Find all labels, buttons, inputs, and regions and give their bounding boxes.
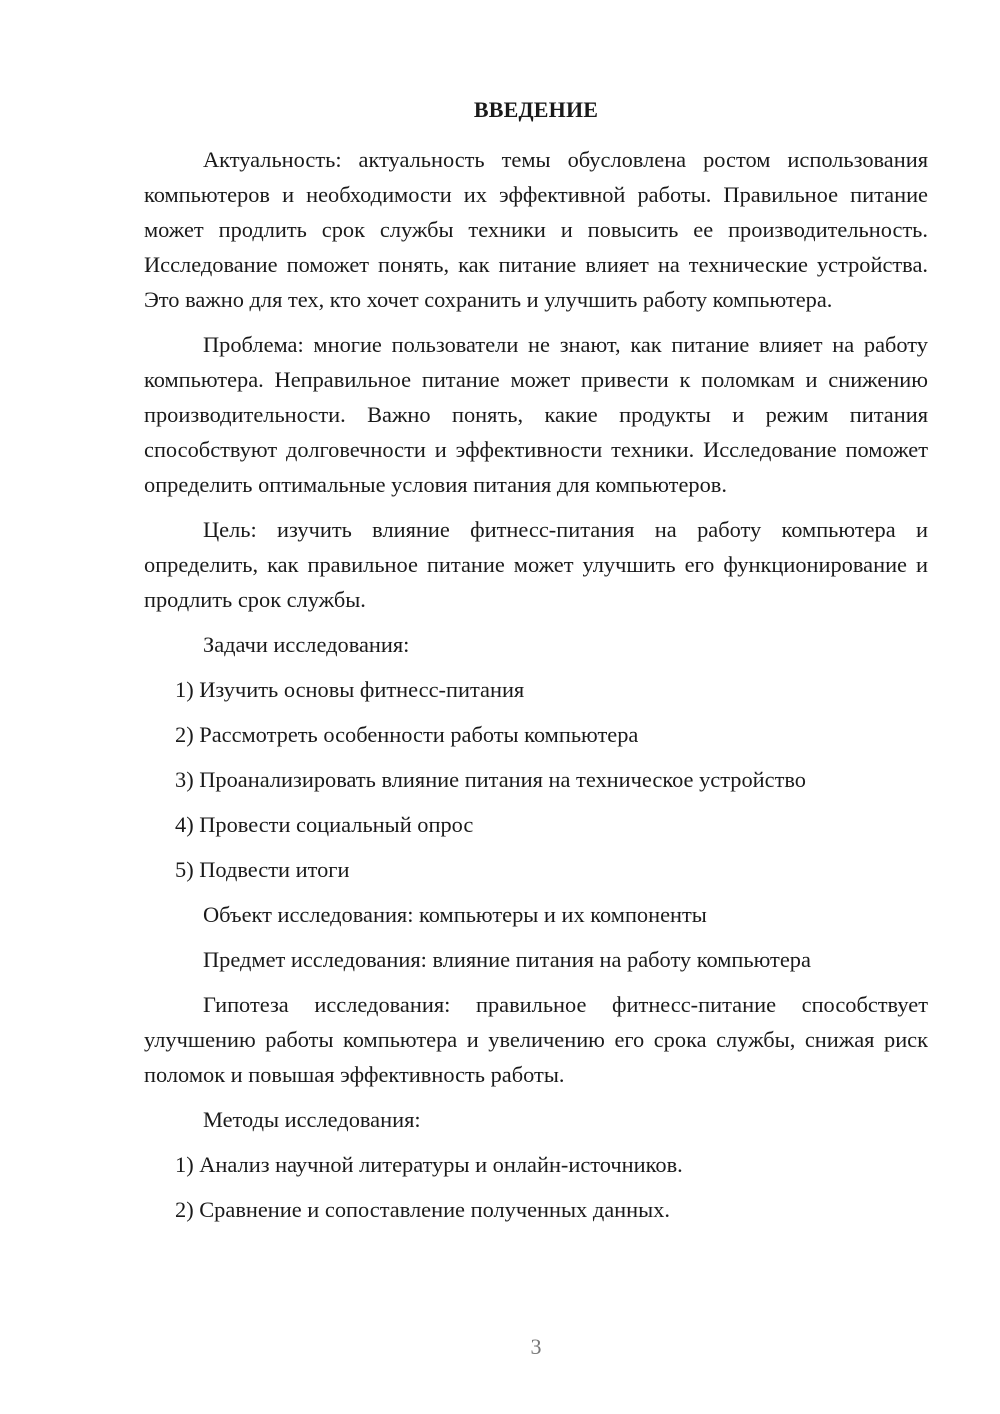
list-item: 2) Сравнение и сопоставление полученных данных. xyxy=(175,1197,670,1222)
relevance-paragraph: Актуальность: актуальность темы обусловлена ростом использования компьютеров и необходимости их эффективной работы. Правильное питание может продлить срок службы техники и повысить ее производительность. Исследование поможет понять, как питание влияет на технические устройства. Это важно для тех, кто хочет сохранить и улучшить работу компьютера. xyxy=(144,147,928,312)
list-item: 2) Рассмотреть особенности работы компьютера xyxy=(175,722,639,747)
research-object: Объект исследования: компьютеры и их компоненты xyxy=(203,902,707,927)
goal-paragraph: Цель: изучить влияние фитнесс-питания на работу компьютера и определить, как правильное питание может улучшить его функционирование и продлить срок службы. xyxy=(144,517,928,612)
list-item: 4) Провести социальный опрос xyxy=(175,812,474,837)
methods-list xyxy=(144,1147,928,1227)
document-body xyxy=(144,142,928,1237)
tasks-list xyxy=(144,672,928,887)
research-subject: Предмет исследования: влияние питания на работу компьютера xyxy=(203,947,811,972)
methods-heading: Методы исследования: xyxy=(203,1107,421,1132)
list-item: 5) Подвести итоги xyxy=(175,857,350,882)
section-title: ВВЕДЕНИЕ xyxy=(473,97,599,122)
list-item: 3) Проанализировать влияние питания на техническое устройство xyxy=(175,767,806,792)
hypothesis-paragraph: Гипотеза исследования: правильное фитнесс-питание способствует улучшению работы компьютера и увеличению его срока службы, снижая риск поломок и повышая эффективность работы. xyxy=(144,992,928,1087)
list-item: 1) Изучить основы фитнесс-питания xyxy=(175,677,525,702)
page-number: 3 xyxy=(530,1334,542,1359)
problem-paragraph: Проблема: многие пользователи не знают, как питание влияет на работу компьютера. Неправильное питание может привести к поломкам и снижению производительности. Важно понять, какие продукты и режим питания способствуют долговечности и эффективности техники. Исследование поможет определить оптимальные условия питания для компьютеров. xyxy=(144,332,928,497)
tasks-heading: Задачи исследования: xyxy=(203,632,410,657)
list-item: 1) Анализ научной литературы и онлайн-источников. xyxy=(175,1152,683,1177)
